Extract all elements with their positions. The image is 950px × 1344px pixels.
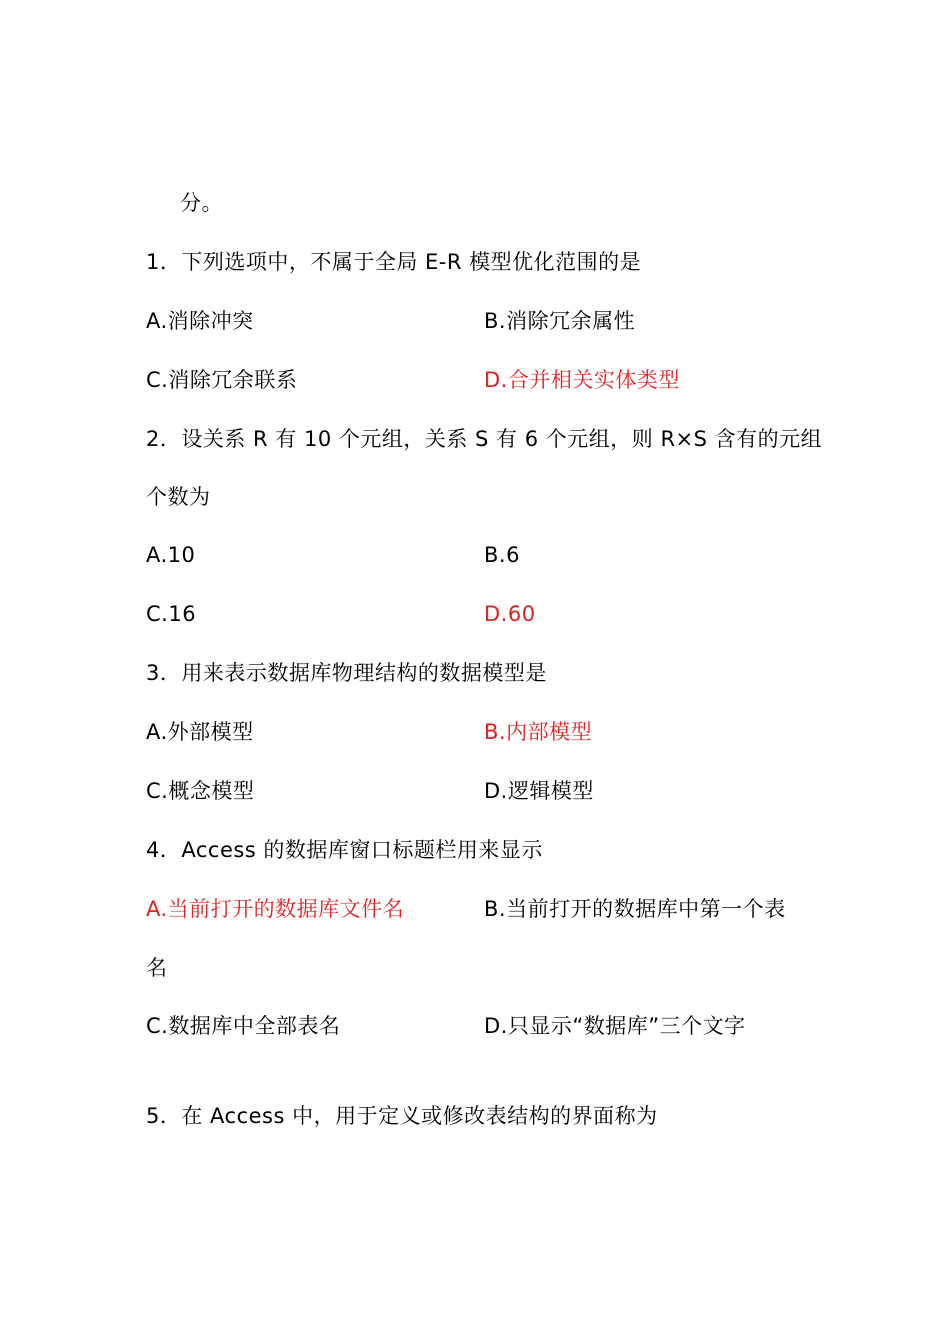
question-1-option-d-correct: D.合并相关实体类型 [484,368,680,392]
question-4-option-b: B.当前打开的数据库中第一个表 [484,897,786,921]
question-3-option-a: A.外部模型 [146,720,254,744]
question-1-option-b: B.消除冗余属性 [484,309,636,333]
question-4-option-c: C.数据库中全部表名 [146,1014,341,1038]
intro-text: 分。 [180,191,223,215]
question-2-stem-continuation: 个数为 [146,485,211,509]
question-3-stem: 3．用来表示数据库物理结构的数据模型是 [146,661,547,685]
question-3-option-c: C.概念模型 [146,779,255,803]
question-2-stem: 2．设关系 R 有 10 个元组，关系 S 有 6 个元组，则 R×S 含有的元组 [146,427,823,451]
question-4-option-d: D.只显示“数据库”三个文字 [484,1014,746,1038]
question-4-stem: 4．Access 的数据库窗口标题栏用来显示 [146,838,543,862]
question-2-option-d-correct: D.60 [484,602,536,626]
question-1-option-a: A.消除冲突 [146,309,254,333]
question-1-stem: 1．下列选项中，不属于全局 E-R 模型优化范围的是 [146,250,642,274]
question-4-option-b-continuation: 名 [146,956,168,980]
question-4-option-a-correct: A.当前打开的数据库文件名 [146,897,405,921]
question-2-option-b: B.6 [484,543,520,567]
question-2-option-a: A.10 [146,543,196,567]
question-3-option-d: D.逻辑模型 [484,779,594,803]
question-2-option-c: C.16 [146,602,197,626]
question-3-option-b-correct: B.内部模型 [484,720,593,744]
question-1-option-c: C.消除冗余联系 [146,368,298,392]
question-5-stem: 5．在 Access 中，用于定义或修改表结构的界面称为 [146,1104,658,1128]
